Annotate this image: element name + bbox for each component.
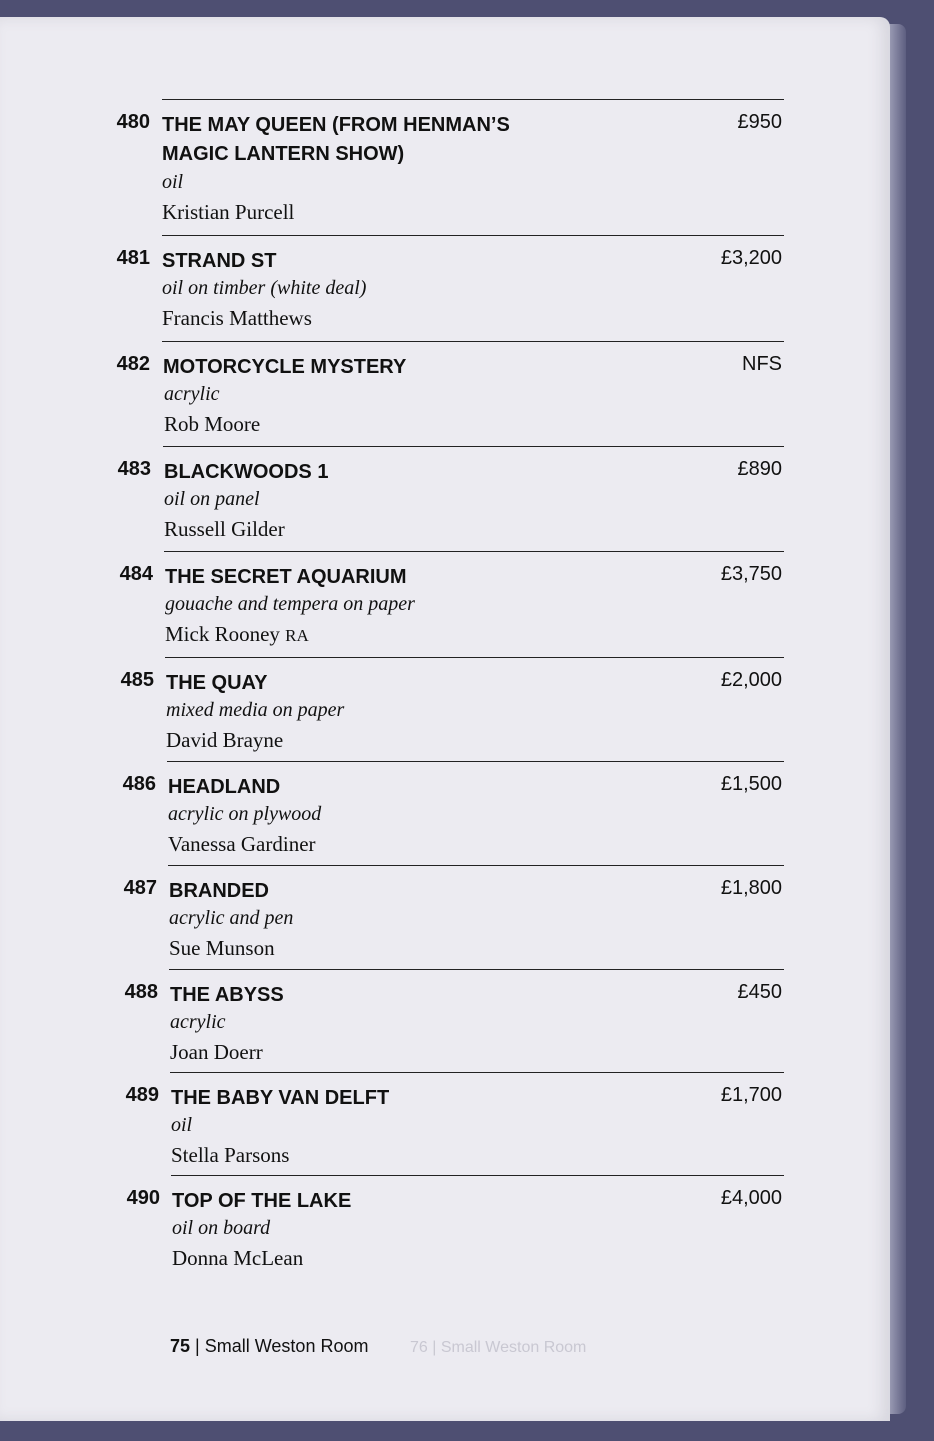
entry-medium: oil on timber (white deal): [162, 277, 367, 299]
entry-price: NFS: [742, 353, 782, 375]
entry-title: TOP OF THE LAKE: [172, 1190, 352, 1212]
entry-rule: [169, 969, 784, 970]
show-through-footer: 76 | Small Weston Room: [410, 1339, 587, 1356]
entry-artist: Joan Doerr: [170, 1040, 263, 1064]
entry-rule: [162, 341, 784, 342]
entry-rule: [163, 446, 784, 447]
entry-number: 480: [116, 111, 150, 133]
entry-medium: acrylic on plywood: [168, 803, 322, 825]
page-number: 75: [170, 1336, 191, 1356]
entry-price: £890: [737, 458, 782, 480]
entry-number: 488: [124, 981, 158, 1003]
entry-artist: Francis Matthews: [162, 306, 312, 330]
entry-rule: [162, 99, 784, 100]
entry-medium: gouache and tempera on paper: [165, 593, 415, 615]
entry-rule: [171, 1175, 784, 1176]
page-edge: [888, 24, 906, 1414]
artist-name: Mick Rooney: [165, 622, 280, 646]
entry-price: £1,700: [720, 1084, 782, 1106]
entry-price: £950: [737, 111, 782, 133]
entry-title: THE QUAY: [166, 672, 268, 694]
entry-title: MOTORCYCLE MYSTERY: [163, 356, 407, 378]
entry-price: £1,500: [720, 773, 782, 795]
entry-artist: Kristian Purcell: [162, 200, 295, 224]
entry-artist: Sue Munson: [169, 936, 275, 960]
entry-rule: [167, 761, 784, 762]
entry-medium: oil on board: [172, 1217, 271, 1239]
entry-number: 481: [116, 247, 150, 269]
entry-title: BRANDED: [169, 880, 269, 902]
entry-price: £4,000: [720, 1187, 782, 1209]
entry-price: £3,750: [720, 563, 782, 585]
entry-title: [162, 111, 582, 169]
entry-number: 483: [117, 458, 151, 480]
entry-number: 484: [119, 563, 153, 585]
entry-artist: [165, 622, 309, 647]
footer-separator: |: [195, 1336, 200, 1356]
entry-medium: oil on panel: [164, 488, 260, 510]
entry-title-line: MAGIC LANTERN SHOW): [162, 143, 405, 165]
page-footer: [170, 1336, 368, 1357]
entry-price: £450: [737, 981, 782, 1003]
entry-medium: acrylic and pen: [169, 907, 294, 929]
entry-number: 485: [120, 669, 154, 691]
room-name: Small Weston Room: [204, 1336, 369, 1356]
entry-number: 482: [116, 353, 150, 375]
entry-artist: Rob Moore: [164, 412, 261, 436]
entry-artist: David Brayne: [166, 728, 284, 752]
entry-number: 487: [123, 877, 157, 899]
entry-title: BLACKWOODS 1: [164, 461, 329, 483]
entry-number: 490: [126, 1187, 160, 1209]
entry-title: THE BABY VAN DELFT: [171, 1087, 390, 1109]
entry-title: THE ABYSS: [170, 984, 284, 1006]
entry-rule: [162, 235, 784, 236]
entry-title: THE SECRET AQUARIUM: [165, 566, 407, 588]
entry-price: £3,200: [720, 247, 782, 269]
artist-suffix: RA: [285, 626, 309, 645]
entry-artist: Stella Parsons: [171, 1143, 290, 1167]
entry-rule: [170, 1072, 784, 1073]
catalogue-page: [0, 17, 890, 1421]
entry-medium: oil: [171, 1114, 193, 1136]
entry-artist: Russell Gilder: [164, 517, 285, 541]
entry-medium: mixed media on paper: [166, 699, 345, 721]
entry-rule: [164, 551, 784, 552]
entry-medium: acrylic: [170, 1011, 226, 1033]
entry-title: STRAND ST: [162, 250, 277, 272]
entry-rule: [168, 865, 784, 866]
entry-medium: oil: [162, 171, 184, 193]
entry-number: 486: [122, 773, 156, 795]
entry-number: 489: [125, 1084, 159, 1106]
entry-artist: Vanessa Gardiner: [168, 832, 316, 856]
entry-price: £1,800: [720, 877, 782, 899]
entry-title: HEADLAND: [168, 776, 281, 798]
entry-artist: Donna McLean: [172, 1246, 304, 1270]
entry-rule: [165, 657, 784, 658]
entry-title-line: THE MAY QUEEN (FROM HENMAN’S: [162, 114, 510, 136]
entry-price: £2,000: [720, 669, 782, 691]
entry-medium: acrylic: [164, 383, 220, 405]
